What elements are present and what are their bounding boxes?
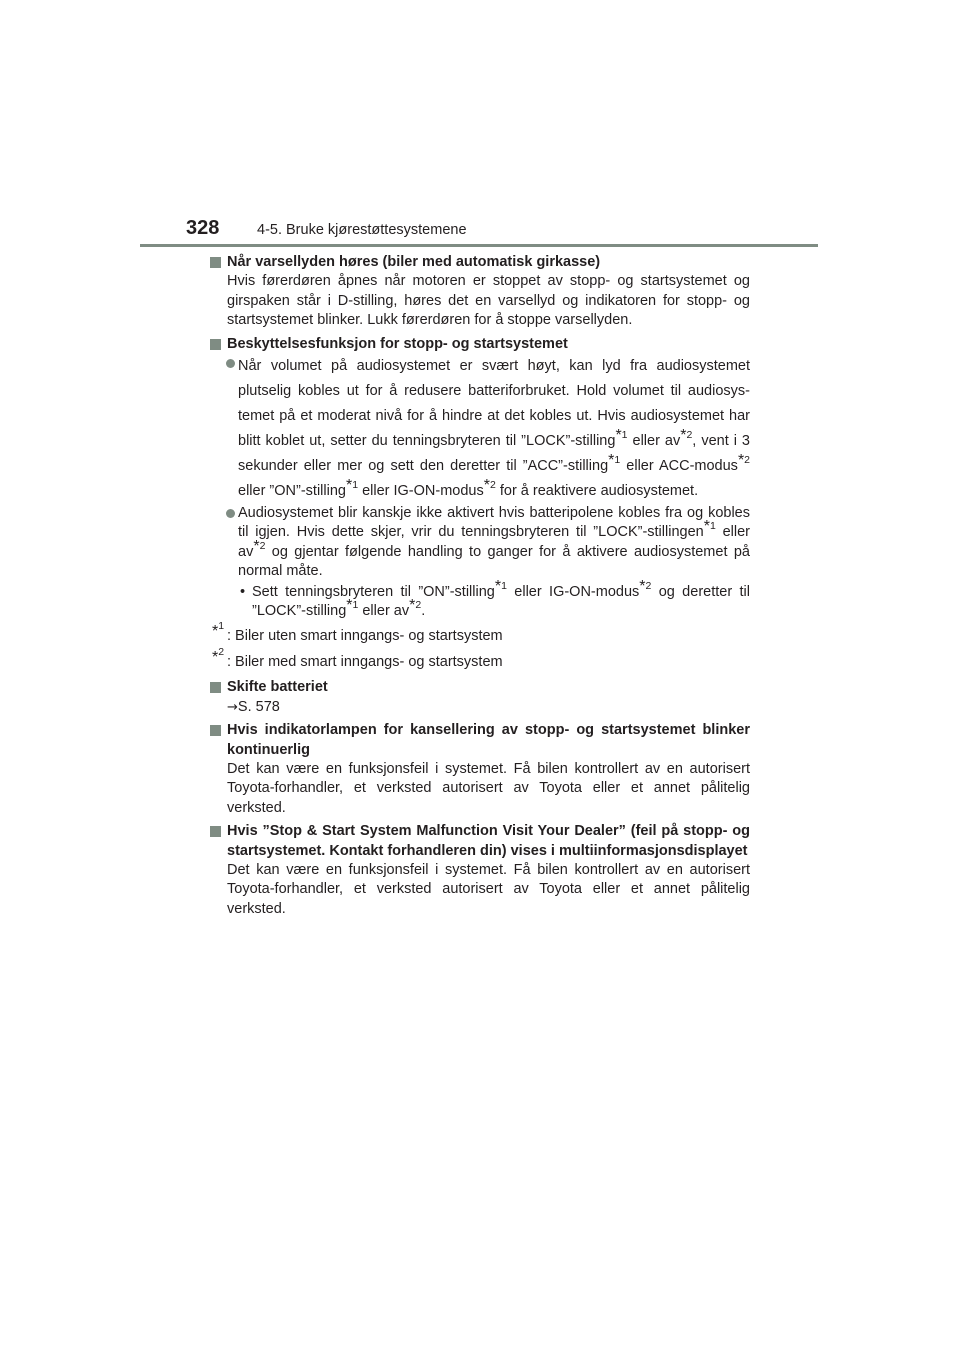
- section-protection-function: [210, 335, 750, 622]
- footnote-number: 1: [621, 429, 628, 442]
- section-heading: [210, 253, 750, 272]
- footnote-star: *: [253, 537, 260, 555]
- footnote-text: : Biler med smart inngangs- og startsystem: [227, 653, 503, 670]
- footnote-number: 1: [614, 454, 621, 467]
- heading-text: Beskyttelsesfunksjon for stopp- og startsystemet: [227, 335, 568, 352]
- text-run: .: [421, 603, 426, 620]
- footnote-star: *: [409, 597, 416, 615]
- heading-text: Når varsellyden høres (biler med automatisk girkasse): [227, 254, 601, 270]
- footnote-number: 2: [686, 429, 693, 442]
- text-run: og gjentar følgende handling to ganger for å aktivere audiosystemet på normal måte.: [238, 543, 750, 580]
- footnote-star: *: [483, 477, 490, 495]
- list-item: [210, 354, 750, 504]
- bullet-glyph: •: [240, 583, 246, 600]
- page-content: [210, 253, 750, 923]
- text-run: for å reaktivere audiosystemet.: [495, 483, 699, 500]
- footnote-mark: [212, 645, 225, 667]
- footnote-star: *: [212, 648, 219, 666]
- footnote-star: *: [615, 427, 622, 445]
- text-run: Sett tenningsbryteren til ”ON”-stilling: [252, 583, 495, 600]
- header-divider: [140, 244, 818, 247]
- list-item: [210, 504, 750, 582]
- section-heading: [210, 822, 750, 861]
- heading-text: Skifte batteriet: [227, 679, 328, 696]
- footnote-number: 2: [645, 579, 652, 592]
- text-run: eller ”ON”-stilling: [238, 483, 346, 500]
- footnote-2: [210, 645, 750, 672]
- footnote-number: 2: [415, 599, 422, 612]
- section-heading: [210, 678, 750, 697]
- footnote-number: 2: [259, 539, 266, 552]
- footnote-number: 1: [501, 579, 507, 592]
- footnote-star: *: [737, 452, 745, 470]
- paragraph: Hvis førerdøren åpnes når motoren er stoppet av stopp- og startsystemet og girspaken står i D-stilling, høres det en varsellyd og indikatoren for stopp- og startsystemet blinker. Lukk førerdøren for å stoppe varsellyden.: [227, 273, 750, 329]
- heading-text: Hvis ”Stop & Start System Malfunction Visit Your Dealer” (feil på stopp- og startsystemet. Kontakt forhandleren din) vises i multiinformasjonsdisplayet: [227, 823, 750, 859]
- footnote-1: [210, 620, 750, 646]
- section-warning-sound: [210, 253, 750, 331]
- footnote-star: *: [703, 518, 710, 536]
- section-malfunction-message: [210, 822, 750, 919]
- footnote-text: : Biler uten smart inngangs- og startsystem: [227, 628, 503, 645]
- paragraph: Det kan være en funksjonsfeil i systemet. Få bilen kontrollert av en autorisert Toyota-forhandler, et verksted autorisert av Toyota eller et annet pålitelig verksted.: [227, 760, 750, 816]
- section-replace-battery: [210, 678, 750, 717]
- square-bullet-icon: [210, 826, 221, 837]
- paragraph: Det kan være en funksjonsfeil i systemet. Få bilen kontrollert av en autorisert Toyota-forhandler, et verksted autorisert av Toyota eller et annet pålitelig verksted.: [227, 861, 750, 917]
- footnote-number: 2: [218, 645, 225, 658]
- text-run: eller av: [627, 433, 681, 450]
- square-bullet-icon: [210, 682, 221, 693]
- square-bullet-icon: [210, 725, 221, 736]
- square-bullet-icon: [210, 257, 221, 268]
- round-bullet-icon: [226, 509, 235, 518]
- text-run: , vent i 3 sekunder eller mer og sett den deretter til ”ACC”-stilling: [238, 433, 750, 475]
- sub-list-item: [210, 577, 750, 622]
- footnote-mark: [212, 622, 224, 641]
- footnote-star: *: [608, 452, 615, 470]
- heading-text: Hvis indikatorlampen for kansellering av stopp- og startsystemet blinker kontinuerlig: [227, 722, 750, 758]
- section-heading: [210, 335, 750, 354]
- footnote-number: 2: [489, 479, 496, 492]
- reference-text[interactable]: S. 578: [237, 698, 280, 715]
- arrow-right-icon: →: [227, 699, 238, 715]
- footnote-number: 1: [218, 620, 225, 633]
- footnote-number: 1: [709, 520, 716, 533]
- section-indicator-flashing: [210, 721, 750, 818]
- square-bullet-icon: [210, 339, 221, 350]
- footnote-star: *: [680, 427, 687, 445]
- text-run: Audiosystemet blir kanskje ikke aktivert hvis batteripolene kobles fra og kobles til igjen. Hvis dette skjer, vrir du tenningsbryteren til ”LOCK”-stillingen: [238, 505, 750, 541]
- text-run: eller av: [238, 524, 750, 560]
- footnote-star: *: [494, 577, 502, 595]
- footnote-star: *: [212, 623, 219, 641]
- text-run: eller IG-ON-modus: [358, 483, 484, 500]
- text-run: eller av: [358, 603, 410, 620]
- text-run: og deretter til ”LOCK”-stilling: [252, 583, 750, 620]
- page-reference[interactable]: [210, 698, 750, 717]
- section-heading: [210, 721, 750, 760]
- footnote-number: 2: [744, 454, 751, 467]
- footnote-star: *: [639, 577, 646, 595]
- text-run: Når volumet på audiosystemet er svært høyt, kan lyd fra audiosystemet plutselig kobles ut for å redusere batteriforbruket. Hold volumet til audiosystemet på et moderat nivå for å hindre at det kobles ut. Hvis audiosystemet har blitt koblet ut, setter du tenningsbryteren til ”LOCK”-stilling: [238, 358, 750, 450]
- footnote-number: 1: [352, 479, 359, 492]
- page-number: 328: [186, 217, 220, 239]
- footnote-star: *: [345, 477, 353, 495]
- text-run: eller ACC-modus: [620, 458, 738, 475]
- footnote-number: 1: [352, 599, 359, 612]
- chapter-title: 4-5. Bruke kjørestøttesystemene: [257, 222, 467, 238]
- round-bullet-icon: [226, 359, 235, 368]
- text-run: eller IG-ON-modus: [506, 583, 640, 600]
- footnote-star: *: [346, 597, 353, 615]
